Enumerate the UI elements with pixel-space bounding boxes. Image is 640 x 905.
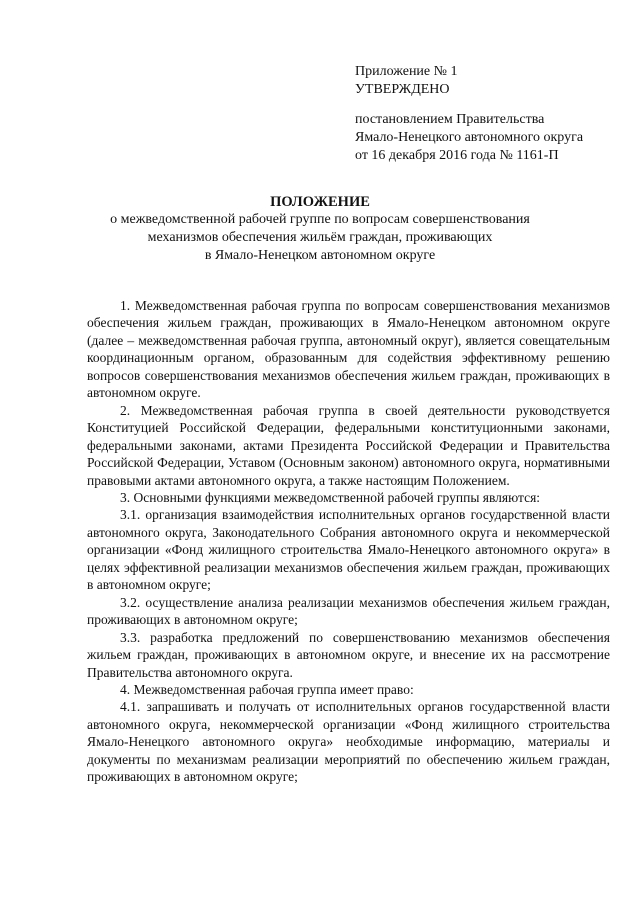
title-heading: ПОЛОЖЕНИЕ <box>270 194 370 210</box>
approval-header <box>355 63 583 165</box>
paragraph-3-2: 3.2. осуществление анализа реализации механизмов обеспечения жильем граждан, проживающих в автономном округе; <box>87 594 610 628</box>
appendix-number: Приложение № 1 <box>355 64 458 79</box>
resolution-line: постановлением Правительства <box>355 112 545 127</box>
paragraph-2: 2. Межведомственная рабочая группа в своей деятельности руководствуется Конституцией Российской Федерации, федеральными конституционными законами, федеральными законами, актами Президента Российской Федерации и Правительства Российской Федерации, Уставом (Основным законом) автономного округа, нормативными правовыми актами автономного округа, а также настоящим Положением. <box>87 402 610 488</box>
title-line-2: механизмов обеспечения жильём граждан, проживающих <box>147 230 493 245</box>
document-body <box>87 297 610 786</box>
paragraph-3-3: 3.3. разработка предложений по совершенствованию механизмов обеспечения жильем граждан, проживающих в автономном округе, и внесение их на рассмотрение Правительства автономного округа. <box>87 629 610 680</box>
document-title <box>0 193 640 265</box>
paragraph-4: 4. Межведомственная рабочая группа имеет право: <box>120 681 414 697</box>
approved-stamp: УТВЕРЖДЕНО <box>355 82 450 97</box>
title-line-3: в Ямало-Ненецком автономном округе <box>204 248 436 263</box>
paragraph-3: 3. Основными функциями межведомственной рабочей группы являются: <box>120 489 541 505</box>
paragraph-4-1: 4.1. запрашивать и получать от исполнительных органов государственной власти автономного округа, некоммерческой организации «Фонд жилищного строительства Ямало-Ненецкого автономного округа» необходимые информацию, материалы и документы по механизмам реализации мероприятий по обеспечению жильем граждан, проживающих в автономном округе; <box>87 699 610 785</box>
paragraph-1: 1. Межведомственная рабочая группа по вопросам совершенствования механизмов обеспечения жильем граждан, проживающих в Ямало-Ненецком автономном округе (далее – межведомственная рабочая группа, автономный округ), является совещательным координационным органом, образованным для содействия эффективному решению вопросов совершенствования механизмов обеспечения жильем граждан, проживающих в автономном округе. <box>87 298 610 401</box>
title-line-1: о межведомственной рабочей группе по вопросам совершенствования <box>110 212 530 227</box>
resolution-date: от 16 декабря 2016 года № 1161-П <box>355 148 559 163</box>
resolution-authority: Ямало-Ненецкого автономного округа <box>355 130 584 145</box>
paragraph-3-1: 3.1. организация взаимодействия исполнительных органов государственной власти автономного округа, Законодательного Собрания автономного округа и некоммерческой организации «Фонд жилищного строительства Ямало-Ненецкого автономного округа» в целях эффективной реализации механизмов обеспечения жильем граждан, проживающих в автономном округе; <box>87 507 610 593</box>
